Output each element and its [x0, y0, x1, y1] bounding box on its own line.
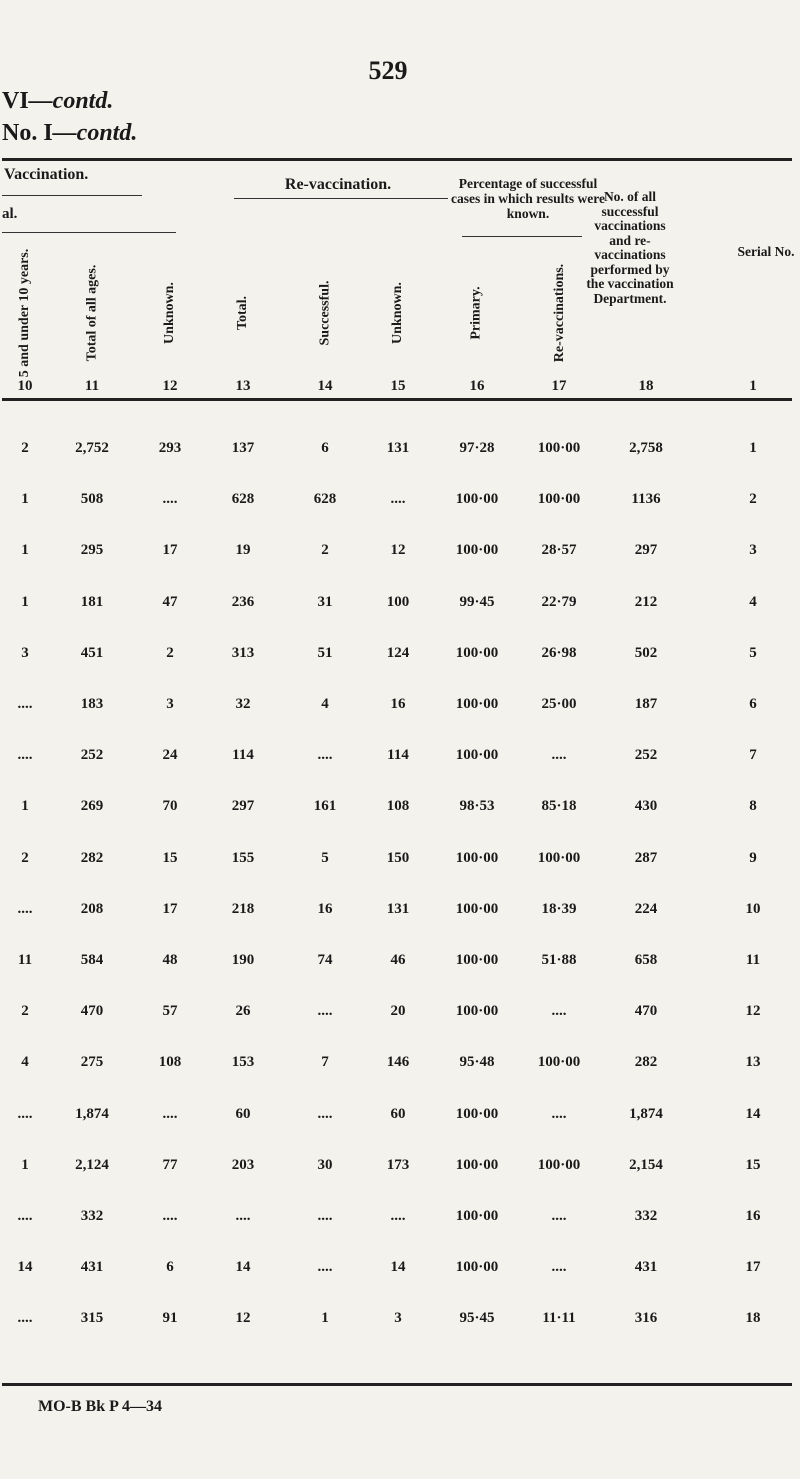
cell-5-and-under-10: 4 [21, 1054, 29, 1071]
cell-total-all-ages: 1,874 [75, 1105, 109, 1122]
cell-revacc-total: 12 [235, 1310, 251, 1327]
cell-primary-pct: 98·53 [459, 798, 495, 815]
column-number: 11 [84, 378, 100, 394]
cell-total-all-ages: 275 [80, 1054, 104, 1071]
cell-total-successful: 212 [634, 593, 658, 610]
cell-revacc-pct: 100·00 [537, 1156, 581, 1173]
cell-revacc-total: 190 [231, 952, 255, 968]
column-number: 14 [317, 378, 333, 394]
cell-unknown: 48 [162, 952, 178, 968]
cell-revacc-unknown: 124 [386, 644, 410, 661]
cell-total-successful: 2,758 [629, 440, 663, 456]
cell-unknown: 6 [166, 1259, 174, 1276]
table-top-rule [2, 158, 792, 161]
cell-primary-pct: 95·48 [459, 1054, 495, 1071]
cell-primary-pct: 100·00 [455, 1105, 499, 1122]
cell-successful: 5 [321, 849, 329, 866]
cell-unknown: 77 [162, 1156, 178, 1173]
vaccination-group-header: Vaccination. [4, 166, 89, 183]
cell-5-and-under-10: 1 [21, 593, 29, 610]
cell-total-all-ages: 2,124 [75, 1156, 109, 1173]
cell-5-and-under-10: 3 [21, 644, 29, 661]
table-row [0, 850, 800, 874]
header-bottom-rule [2, 398, 792, 401]
cell-5-and-under-10: .... [17, 1310, 33, 1327]
cell-successful: 7 [321, 1054, 329, 1071]
cell-revacc-total: 236 [231, 593, 255, 610]
cell-serial-no: 9 [749, 849, 757, 866]
cell-unknown: 70 [162, 798, 178, 815]
cell-total-successful: 224 [634, 900, 658, 917]
cell-unknown: 24 [162, 747, 178, 764]
cell-revacc-total: 14 [235, 1259, 251, 1276]
cell-unknown: 47 [162, 593, 178, 610]
cell-revacc-pct: 18·39 [541, 900, 577, 917]
cell-5-and-under-10: 1 [21, 491, 29, 508]
cell-unknown: .... [162, 491, 178, 508]
cell-primary-pct: 100·00 [455, 849, 499, 866]
cell-total-all-ages: 451 [80, 644, 104, 661]
total-successful-header: No. of all successful vaccinations and re-vaccinations performed by the vaccination Department. [586, 189, 674, 306]
cell-successful: 1 [321, 1310, 329, 1327]
cell-primary-pct: 100·00 [455, 1259, 499, 1276]
cell-5-and-under-10: .... [17, 696, 33, 712]
cell-revacc-total: 203 [231, 1156, 255, 1173]
table-row [0, 1259, 800, 1283]
table-row [0, 696, 800, 720]
cell-revacc-unknown: 14 [390, 1259, 406, 1276]
cell-total-successful: 2,154 [629, 1156, 663, 1173]
cell-total-successful: 297 [634, 542, 658, 559]
cell-primary-pct: 100·00 [455, 542, 499, 559]
cell-total-successful: 252 [634, 747, 658, 764]
percentage-group-header: Percentage of successful cases in which results were known. [451, 176, 605, 221]
table-row [0, 1054, 800, 1078]
col-5-and-under-10-header: 5 and under 10 years. [17, 248, 33, 378]
table-row [0, 542, 800, 566]
cell-total-successful: 332 [634, 1208, 658, 1224]
cell-total-all-ages: 295 [80, 542, 104, 559]
cell-revacc-pct: 100·00 [537, 440, 581, 456]
cell-total-all-ages: 181 [80, 593, 104, 610]
cell-revacc-total: 137 [231, 440, 255, 456]
cell-primary-pct: 95·45 [459, 1310, 495, 1327]
table-row [0, 798, 800, 822]
cell-revacc-pct: 25·00 [541, 696, 577, 712]
cell-revacc-total: 218 [231, 900, 255, 917]
cell-unknown: .... [162, 1208, 178, 1224]
cell-revacc-unknown: 60 [390, 1105, 406, 1122]
section-title-main: VI [2, 88, 29, 114]
cell-primary-pct: 100·00 [455, 1156, 499, 1173]
cell-revacc-pct: 51·88 [541, 952, 577, 968]
cell-5-and-under-10: 11 [17, 952, 33, 968]
table-row [0, 491, 800, 515]
cell-5-and-under-10: .... [17, 900, 33, 917]
cell-primary-pct: 100·00 [455, 952, 499, 968]
column-number: 17 [551, 378, 567, 394]
cell-revacc-unknown: .... [390, 491, 406, 508]
cell-total-successful: 502 [634, 644, 658, 661]
cell-total-all-ages: 315 [80, 1310, 104, 1327]
cell-serial-no: 3 [749, 542, 757, 559]
cell-5-and-under-10: 1 [21, 798, 29, 815]
cell-total-all-ages: 2,752 [75, 440, 109, 456]
cell-revacc-unknown: 150 [386, 849, 410, 866]
cell-serial-no: 15 [745, 1156, 761, 1173]
cell-primary-pct: 100·00 [455, 696, 499, 712]
cell-revacc-pct: 22·79 [541, 593, 577, 610]
cell-serial-no: 13 [745, 1054, 761, 1071]
cell-primary-pct: 100·00 [455, 644, 499, 661]
cell-successful: 6 [321, 440, 329, 456]
cell-serial-no: 17 [745, 1259, 761, 1276]
cell-revacc-pct: 100·00 [537, 1054, 581, 1071]
cell-revacc-unknown: .... [390, 1208, 406, 1224]
cell-total-all-ages: 269 [80, 798, 104, 815]
cell-serial-no: 12 [745, 1003, 761, 1020]
cell-revacc-total: 19 [235, 542, 251, 559]
table-row [0, 1310, 800, 1334]
cell-total-successful: 316 [634, 1310, 658, 1327]
cell-successful: 51 [317, 644, 333, 661]
cell-revacc-total: 153 [231, 1054, 255, 1071]
cell-successful: 161 [313, 798, 337, 815]
cell-5-and-under-10: 2 [21, 1003, 29, 1020]
cell-successful: 4 [321, 696, 329, 712]
cell-revacc-pct: .... [551, 1105, 567, 1122]
page-number: 529 [368, 56, 408, 85]
cell-unknown: 2 [166, 644, 174, 661]
cell-5-and-under-10: .... [17, 747, 33, 764]
cell-total-all-ages: 208 [80, 900, 104, 917]
cell-serial-no: 4 [749, 593, 757, 610]
cell-successful: 74 [317, 952, 333, 968]
cell-primary-pct: 100·00 [455, 1208, 499, 1224]
cell-5-and-under-10: 1 [21, 542, 29, 559]
cell-successful: 30 [317, 1156, 333, 1173]
cell-serial-no: 14 [745, 1105, 761, 1122]
cell-revacc-total: 155 [231, 849, 255, 866]
cell-successful: 2 [321, 542, 329, 559]
cell-total-successful: 1,874 [629, 1105, 663, 1122]
cell-total-successful: 430 [634, 798, 658, 815]
cell-serial-no: 11 [745, 952, 761, 968]
cell-revacc-total: 297 [231, 798, 255, 815]
cell-revacc-pct: 100·00 [537, 491, 581, 508]
cell-successful: .... [317, 747, 333, 764]
cell-serial-no: 18 [745, 1310, 761, 1327]
cell-serial-no: 10 [745, 900, 761, 917]
revaccination-underline [234, 198, 448, 199]
cell-serial-no: 6 [749, 696, 757, 712]
cell-revacc-total: 114 [232, 747, 254, 764]
cell-revacc-unknown: 114 [387, 747, 409, 764]
cell-revacc-total: .... [235, 1208, 251, 1224]
cell-revacc-pct: 100·00 [537, 849, 581, 866]
column-number: 1 [749, 378, 757, 394]
cell-serial-no: 8 [749, 798, 757, 815]
cell-unknown: 15 [162, 849, 178, 866]
table-row [0, 1003, 800, 1027]
cell-primary-pct: 100·00 [455, 491, 499, 508]
cell-successful: .... [317, 1208, 333, 1224]
table-row [0, 1106, 800, 1130]
cell-total-successful: 658 [634, 952, 658, 968]
cell-total-successful: 287 [634, 849, 658, 866]
section-subtitle-suffix: —contd. [52, 120, 138, 146]
cell-5-and-under-10: 2 [21, 440, 29, 456]
table-row [0, 1157, 800, 1181]
col-revaccinations-header: Re-vaccinations. [552, 263, 568, 363]
table-row [0, 594, 800, 618]
cell-revacc-unknown: 131 [386, 900, 410, 917]
cell-revacc-unknown: 131 [386, 440, 410, 456]
table-row [0, 1208, 800, 1232]
cell-unknown: 91 [162, 1310, 178, 1327]
cell-serial-no: 16 [745, 1208, 761, 1224]
cell-revacc-unknown: 173 [386, 1156, 410, 1173]
cell-total-successful: 431 [634, 1259, 658, 1276]
serial-header: Serial No. [737, 244, 795, 259]
cell-primary-pct: 100·00 [455, 900, 499, 917]
cell-revacc-unknown: 12 [390, 542, 406, 559]
table-row [0, 952, 800, 976]
cell-total-successful: 470 [634, 1003, 658, 1020]
cell-successful: 16 [317, 900, 333, 917]
cell-unknown: 17 [162, 542, 178, 559]
column-number: 16 [469, 378, 485, 394]
footer-printer-code: MO-B Bk P 4—34 [38, 1398, 163, 1415]
table-bottom-rule [2, 1383, 792, 1386]
cell-revacc-total: 628 [231, 491, 255, 508]
cell-revacc-unknown: 16 [390, 696, 406, 712]
cell-successful: 628 [313, 491, 337, 508]
total-group-header: al. [2, 206, 18, 222]
cell-revacc-unknown: 46 [390, 952, 406, 968]
cell-5-and-under-10: .... [17, 1105, 33, 1122]
cell-primary-pct: 100·00 [455, 747, 499, 764]
cell-total-all-ages: 584 [80, 952, 104, 968]
table-row [0, 645, 800, 669]
cell-5-and-under-10: 14 [17, 1259, 33, 1276]
cell-revacc-pct: .... [551, 1259, 567, 1276]
cell-primary-pct: 100·00 [455, 1003, 499, 1020]
cell-revacc-total: 60 [235, 1105, 251, 1122]
cell-successful: .... [317, 1003, 333, 1020]
cell-revacc-pct: .... [551, 1003, 567, 1020]
cell-revacc-pct: 28·57 [541, 542, 577, 559]
section-subtitle-main: No. I [2, 120, 53, 146]
cell-revacc-pct: .... [551, 747, 567, 764]
section-title-suffix: —contd. [28, 88, 114, 114]
cell-serial-no: 5 [749, 644, 757, 661]
cell-successful: .... [317, 1259, 333, 1276]
cell-serial-no: 1 [749, 440, 757, 456]
cell-revacc-unknown: 146 [386, 1054, 410, 1071]
cell-total-successful: 187 [634, 696, 658, 712]
cell-unknown: 293 [158, 440, 182, 456]
table-row [0, 440, 800, 464]
percentage-underline [462, 236, 582, 237]
cell-revacc-unknown: 20 [390, 1003, 406, 1020]
cell-revacc-total: 32 [235, 696, 251, 712]
cell-revacc-pct: 26·98 [541, 644, 577, 661]
section-subtitle [2, 120, 137, 147]
total-underline [2, 232, 176, 233]
cell-revacc-pct: 85·18 [541, 798, 577, 815]
cell-primary-pct: 97·28 [459, 440, 495, 456]
cell-unknown: 57 [162, 1003, 178, 1020]
table-row [0, 901, 800, 925]
cell-total-all-ages: 470 [80, 1003, 104, 1020]
cell-total-all-ages: 332 [80, 1208, 104, 1224]
vaccination-underline [2, 195, 142, 196]
table-row [0, 747, 800, 771]
cell-successful: .... [317, 1105, 333, 1122]
col-unknown-header: Unknown. [162, 282, 177, 344]
cell-unknown: 3 [166, 696, 174, 712]
cell-unknown: 17 [162, 900, 178, 917]
cell-total-all-ages: 508 [80, 491, 104, 508]
cell-revacc-unknown: 3 [394, 1310, 402, 1327]
cell-total-all-ages: 282 [80, 849, 104, 866]
column-number: 13 [235, 378, 251, 394]
column-number: 10 [17, 378, 33, 394]
col-reunknown-header: Unknown. [390, 282, 405, 344]
column-number: 12 [162, 378, 178, 394]
cell-unknown: 108 [158, 1054, 182, 1071]
cell-5-and-under-10: 2 [21, 849, 29, 866]
cell-5-and-under-10: .... [17, 1208, 33, 1224]
cell-revacc-pct: 11·11 [542, 1310, 576, 1327]
cell-serial-no: 7 [749, 747, 757, 764]
column-number: 18 [638, 378, 654, 394]
cell-revacc-total: 26 [235, 1003, 251, 1020]
col-total-all-ages-header: Total of all ages. [84, 264, 99, 362]
column-number: 15 [390, 378, 406, 394]
cell-total-successful: 282 [634, 1054, 658, 1071]
cell-total-all-ages: 431 [80, 1259, 104, 1276]
cell-total-successful: 1136 [631, 491, 661, 508]
cell-revacc-unknown: 108 [386, 798, 410, 815]
cell-total-all-ages: 183 [80, 696, 104, 712]
section-title [2, 88, 113, 115]
cell-primary-pct: 99·45 [459, 593, 495, 610]
cell-revacc-total: 313 [231, 644, 255, 661]
cell-successful: 31 [317, 593, 333, 610]
cell-unknown: .... [162, 1105, 178, 1122]
cell-serial-no: 2 [749, 491, 757, 508]
col-total-header: Total. [235, 295, 251, 331]
cell-revacc-pct: .... [551, 1208, 567, 1224]
col-primary-header: Primary. [469, 286, 485, 340]
cell-5-and-under-10: 1 [21, 1156, 29, 1173]
revaccination-group-header: Re-vaccination. [284, 176, 392, 193]
col-successful-header: Successful. [317, 280, 333, 346]
cell-revacc-unknown: 100 [386, 593, 410, 610]
cell-total-all-ages: 252 [80, 747, 104, 764]
